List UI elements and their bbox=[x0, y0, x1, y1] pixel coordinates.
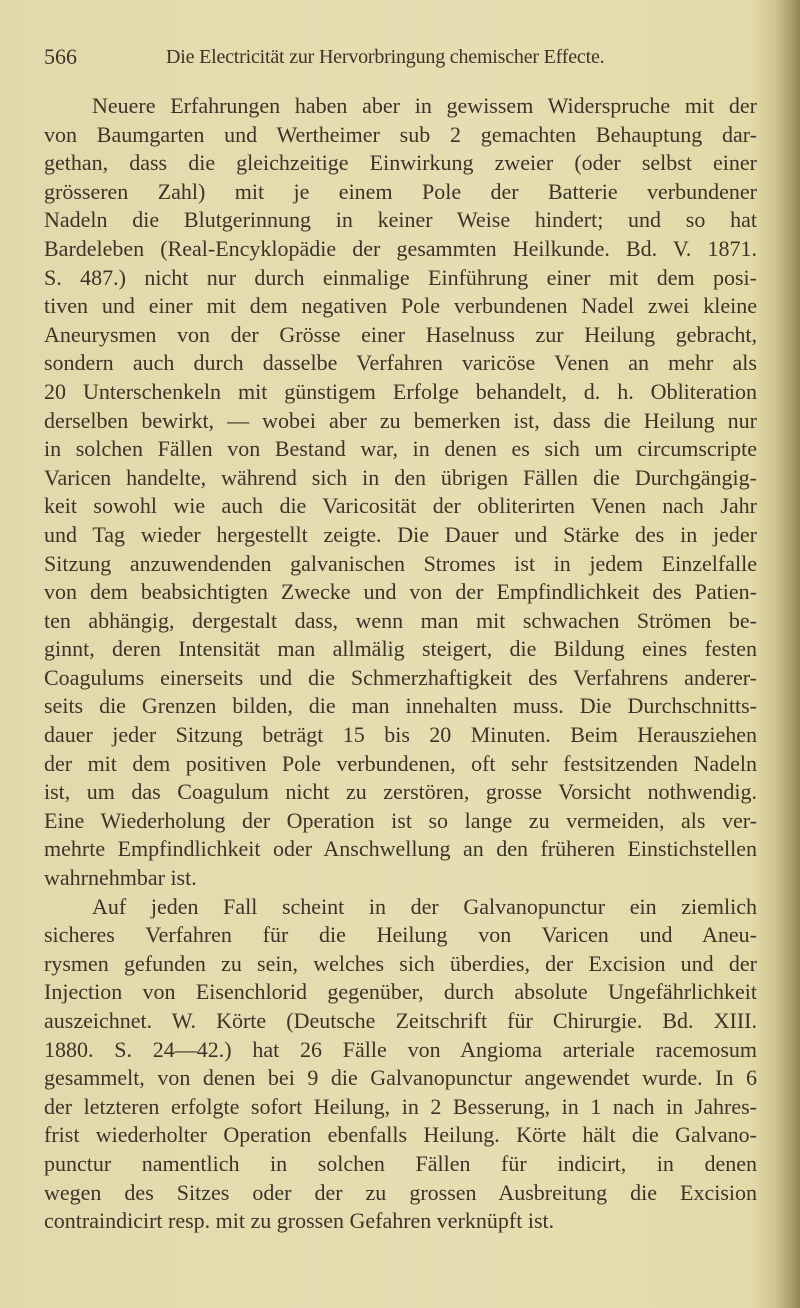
text-line: Sitzung anzuwendenden galvanischen Stromes ist in jedem Einzelfalle bbox=[44, 550, 757, 576]
text-line: der letzteren erfolgte sofort Heilung, in 2 Besserung, in 1 nach in Jahres- bbox=[44, 1093, 757, 1119]
text-line: ginnt, deren Intensität man allmälig steigert, die Bildung eines festen bbox=[44, 636, 757, 662]
text-line: seits die Grenzen bilden, die man innehalten muss. Die Durchschnitts- bbox=[44, 693, 757, 719]
page-header bbox=[44, 44, 744, 74]
text-line: Aneurysmen von der Grösse einer Haselnuss zur Heilung gebracht, bbox=[44, 321, 757, 347]
text-line: in solchen Fällen von Bestand war, in denen es sich um circumscripte bbox=[44, 436, 757, 462]
text-line: derselben bewirkt, — wobei aber zu bemerken ist, dass die Heilung nur bbox=[44, 407, 757, 433]
text-line: 20 Unterschenkeln mit günstigem Erfolge behandelt, d. h. Obliteration bbox=[44, 378, 757, 404]
text-line: gesammelt, von denen bei 9 die Galvanopunctur angewendet wurde. In 6 bbox=[44, 1065, 757, 1091]
text-line: sondern auch durch dasselbe Verfahren varicöse Venen an mehr als bbox=[44, 350, 757, 376]
text-line: frist wiederholter Operation ebenfalls Heilung. Körte hält die Galvano- bbox=[44, 1122, 757, 1148]
text-line: und Tag wieder hergestellt zeigte. Die Dauer und Stärke des in jeder bbox=[44, 521, 757, 547]
text-line: ist, um das Coagulum nicht zu zerstören, grosse Vorsicht nothwendig. bbox=[44, 779, 757, 805]
text-line: Nadeln die Blutgerinnung in keiner Weise hindert; und so hat bbox=[44, 207, 757, 233]
running-title: Die Electricität zur Hervorbringung chemischer Effecte. bbox=[166, 46, 605, 68]
text-line: punctur namentlich in solchen Fällen für indicirt, in denen bbox=[44, 1150, 757, 1176]
text-line: Coagulums einerseits und die Schmerzhaftigkeit des Verfahrens anderer- bbox=[44, 664, 757, 690]
text-line: auszeichnet. W. Körte (Deutsche Zeitschrift für Chirurgie. Bd. XIII. bbox=[44, 1008, 757, 1033]
text-line: gethan, dass die gleichzeitige Einwirkung zweier (oder selbst einer bbox=[44, 150, 757, 176]
text-line: Bardeleben (Real-Encyklopädie der gesammten Heilkunde. Bd. V. 1871. bbox=[44, 235, 757, 261]
text-line: sicheres Verfahren für die Heilung von Varicen und Aneu- bbox=[44, 922, 757, 948]
text-line: der mit dem positiven Pole verbundenen, oft sehr festsitzenden Nadeln bbox=[44, 750, 757, 776]
page-number: 566 bbox=[44, 44, 77, 69]
text-line: wegen des Sitzes oder der zu grossen Ausbreitung die Excision bbox=[44, 1179, 757, 1205]
text-line: Injection von Eisenchlorid gegenüber, durch absolute Ungefährlichkeit bbox=[44, 979, 757, 1005]
text-line: tiven und einer mit dem negativen Pole verbundenen Nadel zwei kleine bbox=[44, 293, 757, 319]
body-text bbox=[44, 92, 757, 1236]
text-line: von dem beabsichtigten Zwecke und von der Empfindlichkeit des Patien- bbox=[44, 579, 757, 605]
text-line: von Baumgarten und Wertheimer sub 2 gemachten Behauptung dar- bbox=[44, 121, 757, 147]
text-line: Neuere Erfahrungen haben aber in gewissem Widerspruche mit der bbox=[92, 93, 757, 118]
text-line: dauer jeder Sitzung beträgt 15 bis 20 Minuten. Beim Herausziehen bbox=[44, 722, 757, 748]
text-line: grösseren Zahl) mit je einem Pole der Batterie verbundener bbox=[44, 178, 757, 204]
text-line: ten abhängig, dergestalt dass, wenn man mit schwachen Strömen be- bbox=[44, 607, 757, 633]
text-line: keit sowohl wie auch die Varicosität der obliterirten Venen nach Jahr bbox=[44, 493, 757, 519]
text-line: rysmen gefunden zu sein, welches sich überdies, der Excision und der bbox=[44, 950, 757, 976]
text-line: 1880. S. 24—42.) hat 26 Fälle von Angioma arteriale racemosum bbox=[44, 1036, 757, 1062]
text-line: Auf jeden Fall scheint in der Galvanopunctur ein ziemlich bbox=[92, 893, 757, 919]
text-line: wahrnehmbar ist. bbox=[44, 865, 197, 891]
text-line: Varicen handelte, während sich in den übrigen Fällen die Durchgängig- bbox=[44, 464, 757, 490]
text-line: contraindicirt resp. mit zu grossen Gefahren verknüpft ist. bbox=[44, 1208, 555, 1234]
text-line: S. 487.) nicht nur durch einmalige Einführung einer mit dem posi- bbox=[44, 264, 757, 290]
text-line: Eine Wiederholung der Operation ist so lange zu vermeiden, als ver- bbox=[44, 807, 757, 833]
text-line: mehrte Empfindlichkeit oder Anschwellung an den früheren Einstichstellen bbox=[44, 836, 757, 862]
